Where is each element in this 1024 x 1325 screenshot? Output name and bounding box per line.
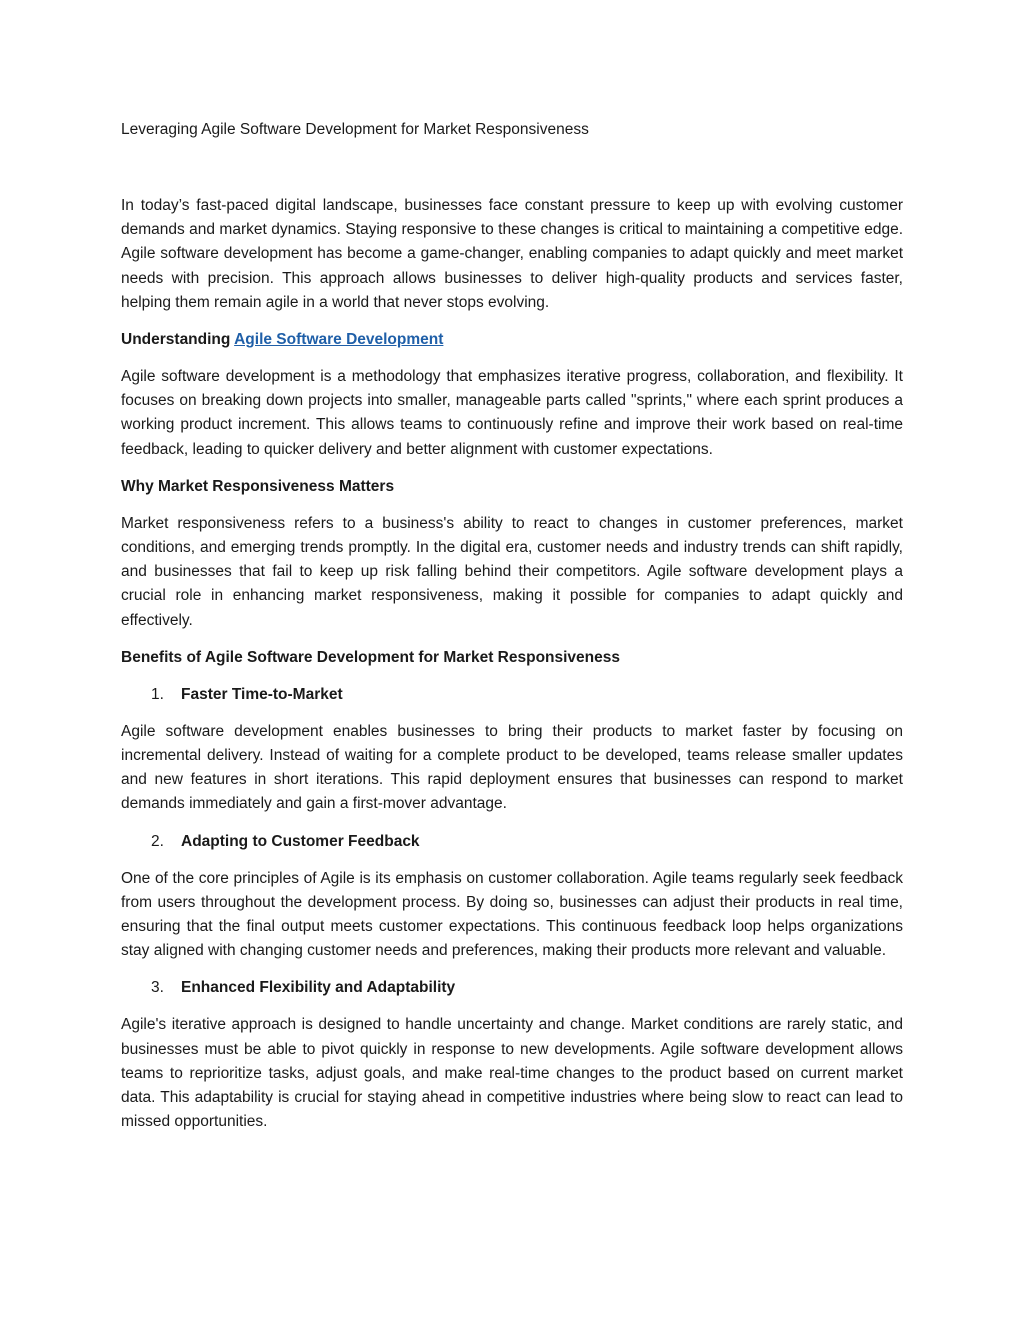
section-heading-why-market-responsiveness: Why Market Responsiveness Matters (121, 477, 395, 495)
document-page (121, 118, 903, 1147)
section-heading-understanding (121, 328, 903, 352)
list-number: 3. (151, 979, 164, 997)
list-number: 2. (151, 832, 164, 850)
section-heading-prefix: Understanding (121, 331, 235, 349)
agile-software-development-link[interactable]: Agile Software Development (234, 331, 444, 349)
list-item-heading-1 (121, 683, 903, 707)
understanding-paragraph: Agile software development is a methodology that emphasizes iterative progress, collaboration, and flexibility. It focuses on breaking down projects into smaller, manageable parts called "sprints," where each sprint produces a working product increment. This allows teams to continuously refine and improve their work based on real-time feedback, leading to quicker delivery and better alignment with customer expectations. (121, 368, 903, 458)
document-title: Leveraging Agile Software Development for Market Responsiveness (121, 121, 589, 138)
customer-feedback-paragraph: One of the core principles of Agile is its emphasis on customer collaboration. Agile teams regularly seek feedback from users throughout the development process. By doing so, businesses can adjust their products in real time, ensuring that the final output meets customer expectations. This continuous feedback loop helps organizations stay aligned with changing customer needs and preferences, making their products more relevant and valuable. (121, 869, 903, 960)
list-item-title: Faster Time-to-Market (181, 685, 343, 703)
flexibility-paragraph: Agile's iterative approach is designed to handle uncertainty and change. Market conditions are rarely static, and businesses must be able to pivot quickly in response to new developments. Agile software development allows teams to reprioritize tasks, adjust goals, and make real-time changes to the product based on current market data. This adaptability is crucial for staying ahead in competitive industries where being slow to react can lead to missed opportunities. (121, 1016, 903, 1131)
market-responsiveness-paragraph: Market responsiveness refers to a business's ability to react to changes in customer preferences, market conditions, and emerging trends promptly. In the digital era, customer needs and industry trends can shift rapidly, and businesses that fail to keep up risk falling behind their competitors. Agile software development plays a crucial role in enhancing market responsiveness, making it possible for companies to adapt quickly and effectively. (121, 514, 903, 629)
list-item-title: Enhanced Flexibility and Adaptability (181, 979, 456, 997)
list-number: 1. (151, 685, 164, 703)
list-item-title: Adapting to Customer Feedback (181, 832, 420, 850)
section-heading-benefits: Benefits of Agile Software Development for Market Responsiveness (121, 648, 620, 666)
list-item-heading-3 (121, 976, 903, 1000)
faster-time-to-market-paragraph: Agile software development enables businesses to bring their products to market faster by focusing on incremental delivery. Instead of waiting for a complete product to be developed, teams release smaller updates and new features in short iterations. This rapid deployment ensures that businesses can respond to market demands immediately and gain a first-mover advantage. (121, 722, 903, 813)
list-item-heading-2 (121, 830, 903, 854)
intro-paragraph: In today’s fast-paced digital landscape, businesses face constant pressure to keep up with evolving customer demands and market dynamics. Staying responsive to these changes is critical to maintaining a competitive edge. Agile software development has become a game-changer, enabling companies to adapt quickly and meet market needs with precision. This approach allows businesses to deliver high-quality products and services faster, helping them remain agile in a world that never stops evolving. (121, 197, 903, 311)
